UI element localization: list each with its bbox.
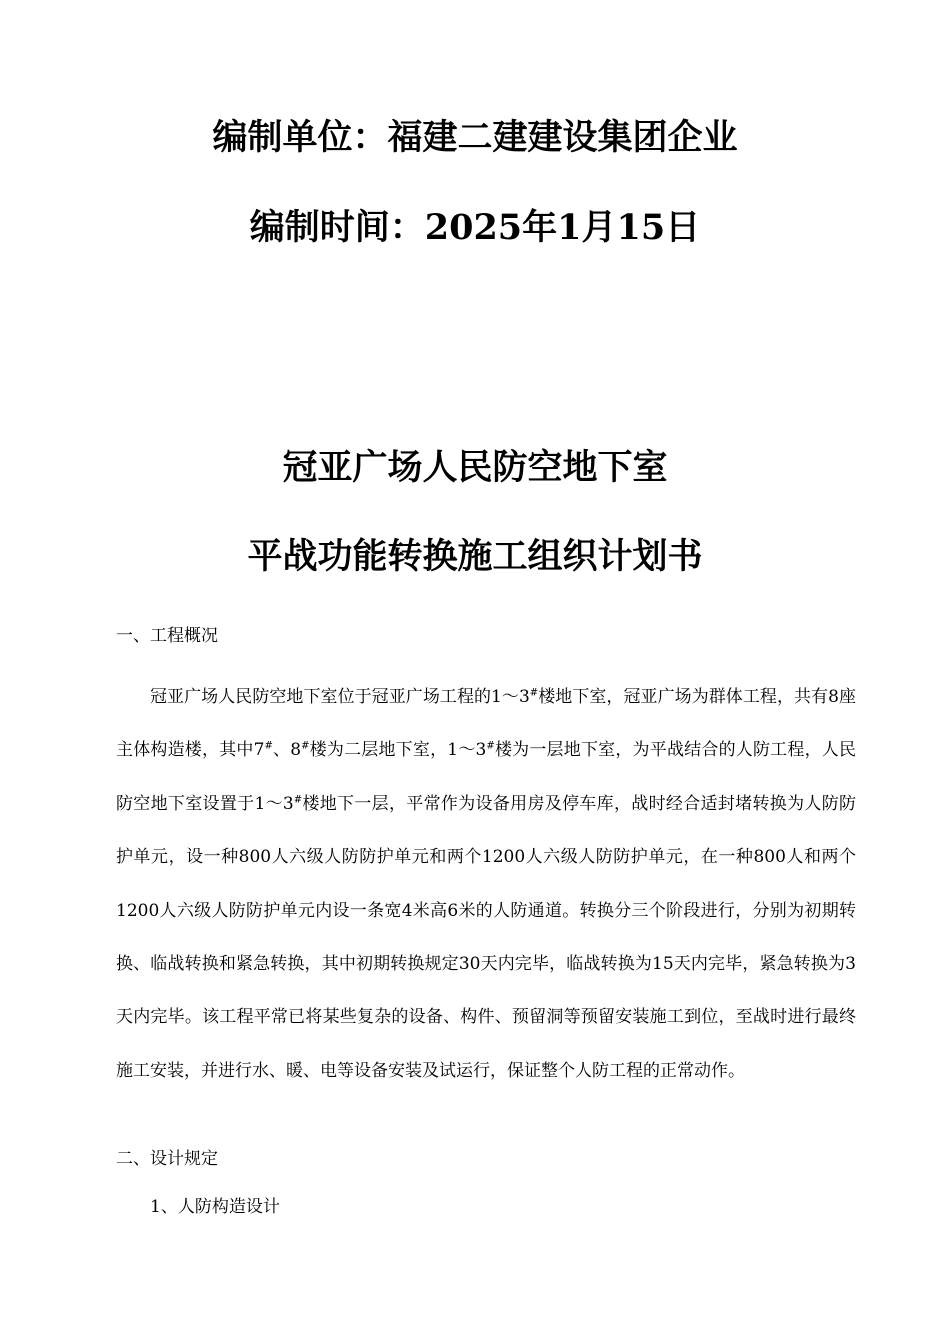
overview-paragraph — [116, 671, 856, 1098]
building-mark: # — [293, 794, 303, 806]
para-text: 楼地下室，冠亚广场为群体工程，共有8座主体构造楼，其中7 — [116, 687, 856, 761]
compile-time: 编制时间：2025年1月15日 — [249, 207, 701, 248]
para-text: 楼为一层地下室，为平战结合的人防工程，人民防空地下室设置于1～3 — [116, 740, 856, 814]
para-text: 楼地下一层，平常作为设备用房及停车库，战时经合适封堵转换为人防防护单元，设一种800人六级人防防护单元和两个1200人六级人防防护单元，在一种800人和两个1200人六级人防防护单元内设一条宽4米高6米的人防通道。转换分三个阶段进行，分别为初期转换、临战转换和紧急转换，其中初期转换规定30天内完毕，临战转换为15天内完毕，紧急转换为3天内完毕。该工程平常已将某些复杂的设备、构件、预留洞等预留安装施工到位，至战时进行最终施工安装，并进行水、暖、电等设备安装及试运行，保证整个人防工程的正常动作。 — [116, 793, 857, 1081]
building-mark: # — [301, 740, 310, 752]
compiler-unit: 编制单位：福建二建建设集团企业 — [212, 117, 738, 158]
building-mark: # — [264, 740, 273, 752]
subsection-heading-structure: 1、人防构造设计 — [150, 1197, 280, 1217]
para-text: 、8 — [272, 740, 302, 761]
para-text: 楼为二层地下室，1～3 — [309, 740, 487, 761]
document-title-line-1: 冠亚广场人民防空地下室 — [282, 447, 668, 488]
building-mark: # — [486, 740, 495, 752]
section-heading-overview: 一、工程概况 — [116, 626, 218, 646]
section-heading-design: 二、设计规定 — [116, 1149, 218, 1169]
building-mark: # — [529, 687, 539, 699]
para-text: 冠亚广场人民防空地下室位于冠亚广场工程的1～3 — [150, 687, 530, 707]
document-title-line-2: 平战功能转换施工组织计划书 — [247, 536, 703, 577]
